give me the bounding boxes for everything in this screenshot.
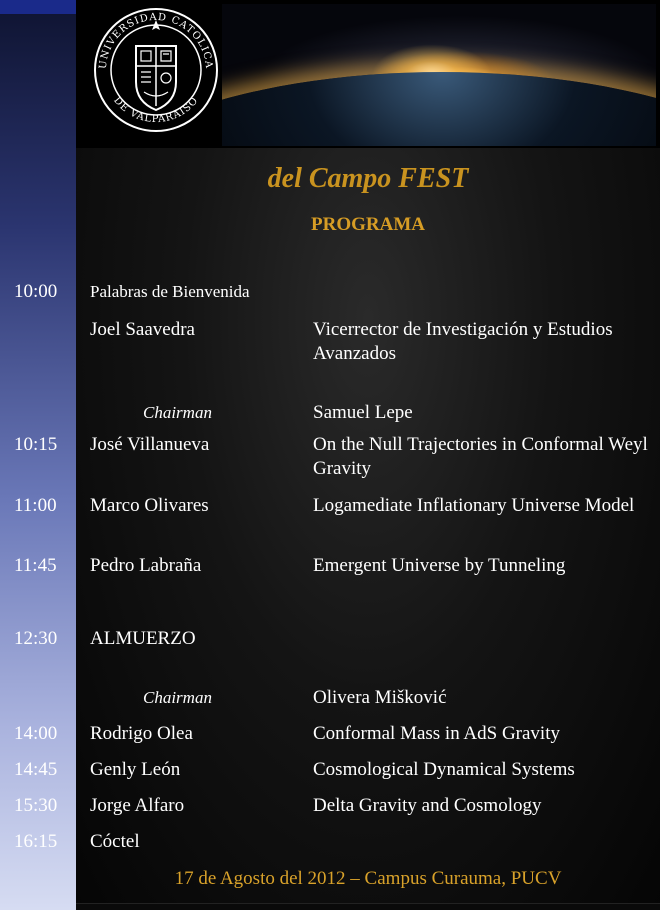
row-time: 15:30	[14, 795, 58, 816]
row-name: Genly León	[90, 759, 181, 780]
row-talk: Vicerrector de Investigación y Estudios Avanzados	[313, 319, 613, 364]
row-name: Pedro Labraña	[90, 555, 202, 576]
program-heading: PROGRAMA	[311, 214, 425, 235]
space-sunrise-image	[222, 4, 656, 146]
svg-text:DE VALPARAISO: DE VALPARAISO	[111, 95, 201, 126]
university-seal-logo	[92, 6, 220, 134]
row-name: José Villanueva	[90, 434, 210, 455]
event-date-location: 17 de Agosto del 2012 – Campus Curauma, PUCV	[174, 868, 562, 889]
row-name: ALMUERZO	[90, 628, 196, 649]
row-name: Cóctel	[90, 831, 140, 852]
chairman-label: Chairman	[143, 688, 212, 707]
row-talk: Conformal Mass in AdS Gravity	[313, 723, 560, 744]
planet-horizon	[222, 72, 656, 146]
row-time: 14:45	[14, 759, 58, 780]
row-name: Rodrigo Olea	[90, 723, 193, 744]
row-talk: Emergent Universe by Tunneling	[313, 555, 566, 576]
row-time: 11:00	[14, 495, 57, 516]
row-talk: Cosmological Dynamical Systems	[313, 759, 575, 780]
row-name: Joel Saavedra	[90, 319, 195, 340]
row-name: Palabras de Bienvenida	[90, 282, 250, 301]
row-name: Jorge Alfaro	[90, 795, 185, 816]
svg-text:UNIVERSIDAD CATOLICA: UNIVERSIDAD CATOLICA	[97, 11, 215, 70]
row-time: 14:00	[14, 723, 58, 744]
row-time: 11:45	[14, 555, 57, 576]
chairman-name: Olivera Mišković	[313, 687, 447, 708]
row-time: 10:15	[14, 434, 58, 455]
event-title: del Campo FEST	[267, 163, 469, 194]
row-talk: Logamediate Inflationary Universe Model	[313, 495, 635, 516]
row-name: Marco Olivares	[90, 495, 209, 516]
row-time: 10:00	[14, 281, 58, 302]
bottom-border	[76, 903, 660, 910]
row-time: 16:15	[14, 831, 58, 852]
top-blue-strip	[0, 0, 76, 14]
chairman-label: Chairman	[143, 403, 212, 422]
chairman-name: Samuel Lepe	[313, 402, 413, 423]
row-talk: Delta Gravity and Cosmology	[313, 795, 542, 816]
row-talk: On the Null Trajectories in Conformal Weyl Gravity	[313, 434, 648, 479]
row-time: 12:30	[14, 628, 58, 649]
